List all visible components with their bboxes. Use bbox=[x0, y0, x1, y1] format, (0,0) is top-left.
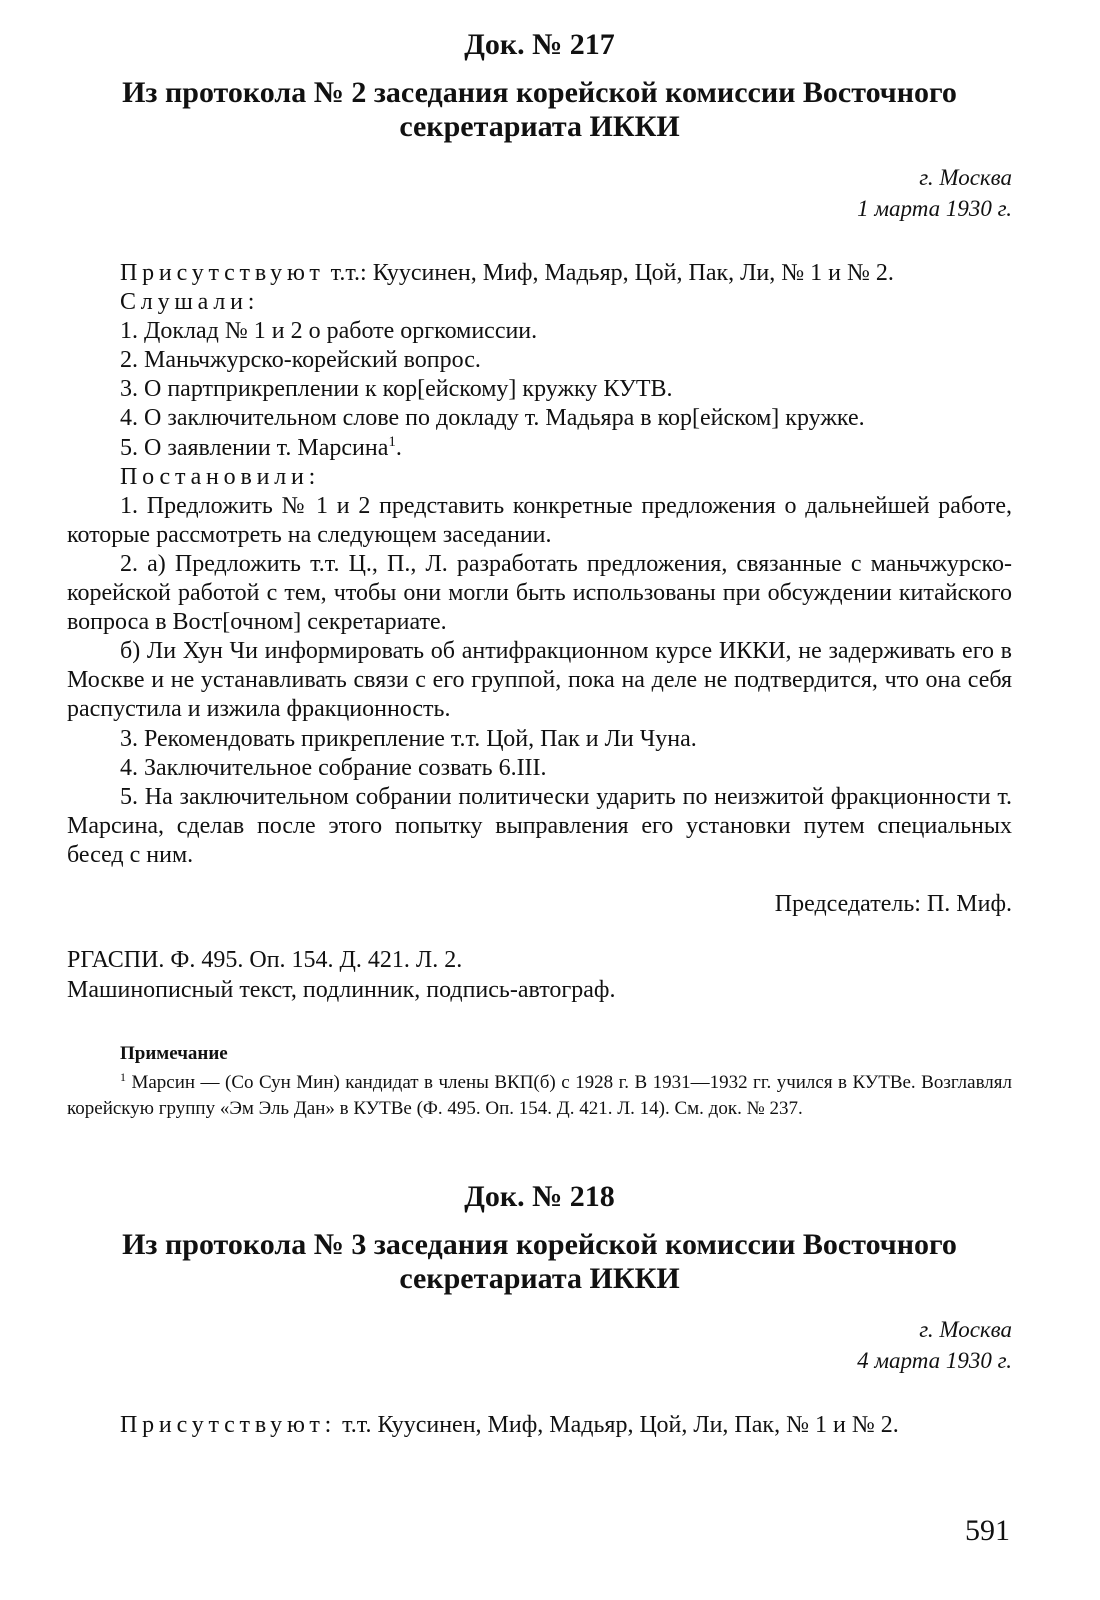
footnote bbox=[67, 1070, 1012, 1122]
place: г. Москва bbox=[919, 165, 1012, 190]
heard-item: 1. Доклад № 1 и 2 о работе оргкомиссии. bbox=[120, 318, 538, 345]
heard-item: 3. О партприкреплении к кор[ейскому] кружку КУТВ. bbox=[120, 376, 673, 403]
decided-item: 5. На заключительном собрании политически ударить по неизжитой фракционности т. Марсина, сделав после этого попытку выправления его установки путем специальных бесед с ним. bbox=[67, 783, 1012, 868]
title-line: секретариата ИККИ bbox=[399, 1261, 680, 1295]
document-217 bbox=[67, 28, 1012, 1122]
decided-item: 1. Предложить № 1 и 2 представить конкретные предложения о дальнейшей работе, которые рассмотреть на следующем заседании. bbox=[67, 492, 1012, 548]
heard-item-text: 5. О заявлении т. Марсина bbox=[120, 434, 389, 461]
place-and-date bbox=[67, 162, 1012, 224]
place: г. Москва bbox=[919, 1316, 1012, 1342]
heard-item bbox=[67, 434, 1012, 463]
decided-item: 2. а) Предложить т.т. Ц., П., Л. разработать предложения, связанные с маньчжурско-корейской работой с тем, чтобы они могли быть использованы при обсуждении китайского вопроса в Вост[очном] секретариате. bbox=[67, 550, 1012, 636]
title-line: секретариата ИККИ bbox=[399, 110, 680, 143]
heard-item: 4. О заключительном слове по докладу т. Мадьяра в кор[ейском] кружке. bbox=[120, 405, 865, 432]
date: 1 марта 1930 г. bbox=[857, 196, 1012, 221]
attendees-label: Присутствуют: bbox=[120, 1411, 337, 1438]
title-line: Из протокола № 2 заседания корейской комиссии Восточного bbox=[122, 76, 957, 109]
archive-citation: РГАСПИ. Ф. 495. Оп. 154. Д. 421. Л. 2. bbox=[67, 946, 463, 973]
chairman-signature: Председатель: П. Миф. bbox=[774, 890, 1012, 917]
date: 4 марта 1930 г. bbox=[857, 1347, 1012, 1373]
title-line: Из протокола № 3 заседания корейской комиссии Восточного bbox=[122, 1227, 957, 1261]
document-title bbox=[67, 1228, 1012, 1296]
heard-label: Слушали: bbox=[120, 289, 260, 316]
decided-label: Постановили: bbox=[120, 463, 321, 490]
protocol-body bbox=[67, 1411, 1012, 1440]
footnote-marker: 1 bbox=[120, 1069, 126, 1084]
heard-item: 2. Маньчжурско-корейский вопрос. bbox=[120, 347, 481, 374]
document-title bbox=[67, 76, 1012, 144]
footnote-reference: 1 bbox=[388, 433, 396, 450]
archive-description: Машинописный текст, подлинник, подпись-автограф. bbox=[67, 976, 616, 1003]
page-number: 591 bbox=[965, 1514, 1010, 1547]
attendees-list: т.т.: Куусинен, Миф, Мадьяр, Цой, Пак, Ли, № 1 и № 2. bbox=[324, 260, 894, 286]
heard-heading bbox=[67, 288, 1012, 317]
footnote-text: Марсин — (Со Сун Мин) кандидат в члены ВКП(б) с 1928 г. В 1931—1932 гг. учился в КУТВе. Возглавлял корейскую группу «Эм Эль Дан» в КУТВе (Ф. 495. Оп. 154. Д. 421. Л. 14). См. док. № 237. bbox=[67, 1071, 1012, 1119]
decided-item: 4. Заключительное собрание созвать 6.III. bbox=[120, 754, 547, 781]
decided-item: б) Ли Хун Чи информировать об антифракционном курсе ИККИ, не задерживать его в Москве и не устанавливать связи с его группой, пока на деле не подтвердится, что она себя распустила и изжила фракционность. bbox=[67, 638, 1012, 723]
attendees-list: т.т. Куусинен, Миф, Мадьяр, Цой, Ли, Пак, № 1 и № 2. bbox=[336, 1411, 899, 1438]
protocol-body bbox=[67, 259, 1012, 870]
note-heading: Примечание bbox=[120, 1042, 228, 1064]
document-218 bbox=[67, 1180, 1012, 1440]
document-number: Док. № 218 bbox=[464, 1179, 615, 1213]
document-number: Док. № 217 bbox=[464, 28, 615, 61]
attendees-paragraph bbox=[67, 1411, 1012, 1440]
attendees-paragraph bbox=[67, 259, 1012, 288]
document-page bbox=[67, 28, 1012, 1440]
decided-heading bbox=[67, 463, 1012, 492]
attendees-label: Присутствуют bbox=[120, 260, 325, 286]
place-and-date bbox=[67, 1314, 1012, 1376]
decided-item: 3. Рекомендовать прикрепление т.т. Цой, Пак и Ли Чуна. bbox=[120, 725, 697, 752]
archive-reference bbox=[67, 945, 1012, 1005]
heard-item-end: . bbox=[395, 434, 402, 461]
